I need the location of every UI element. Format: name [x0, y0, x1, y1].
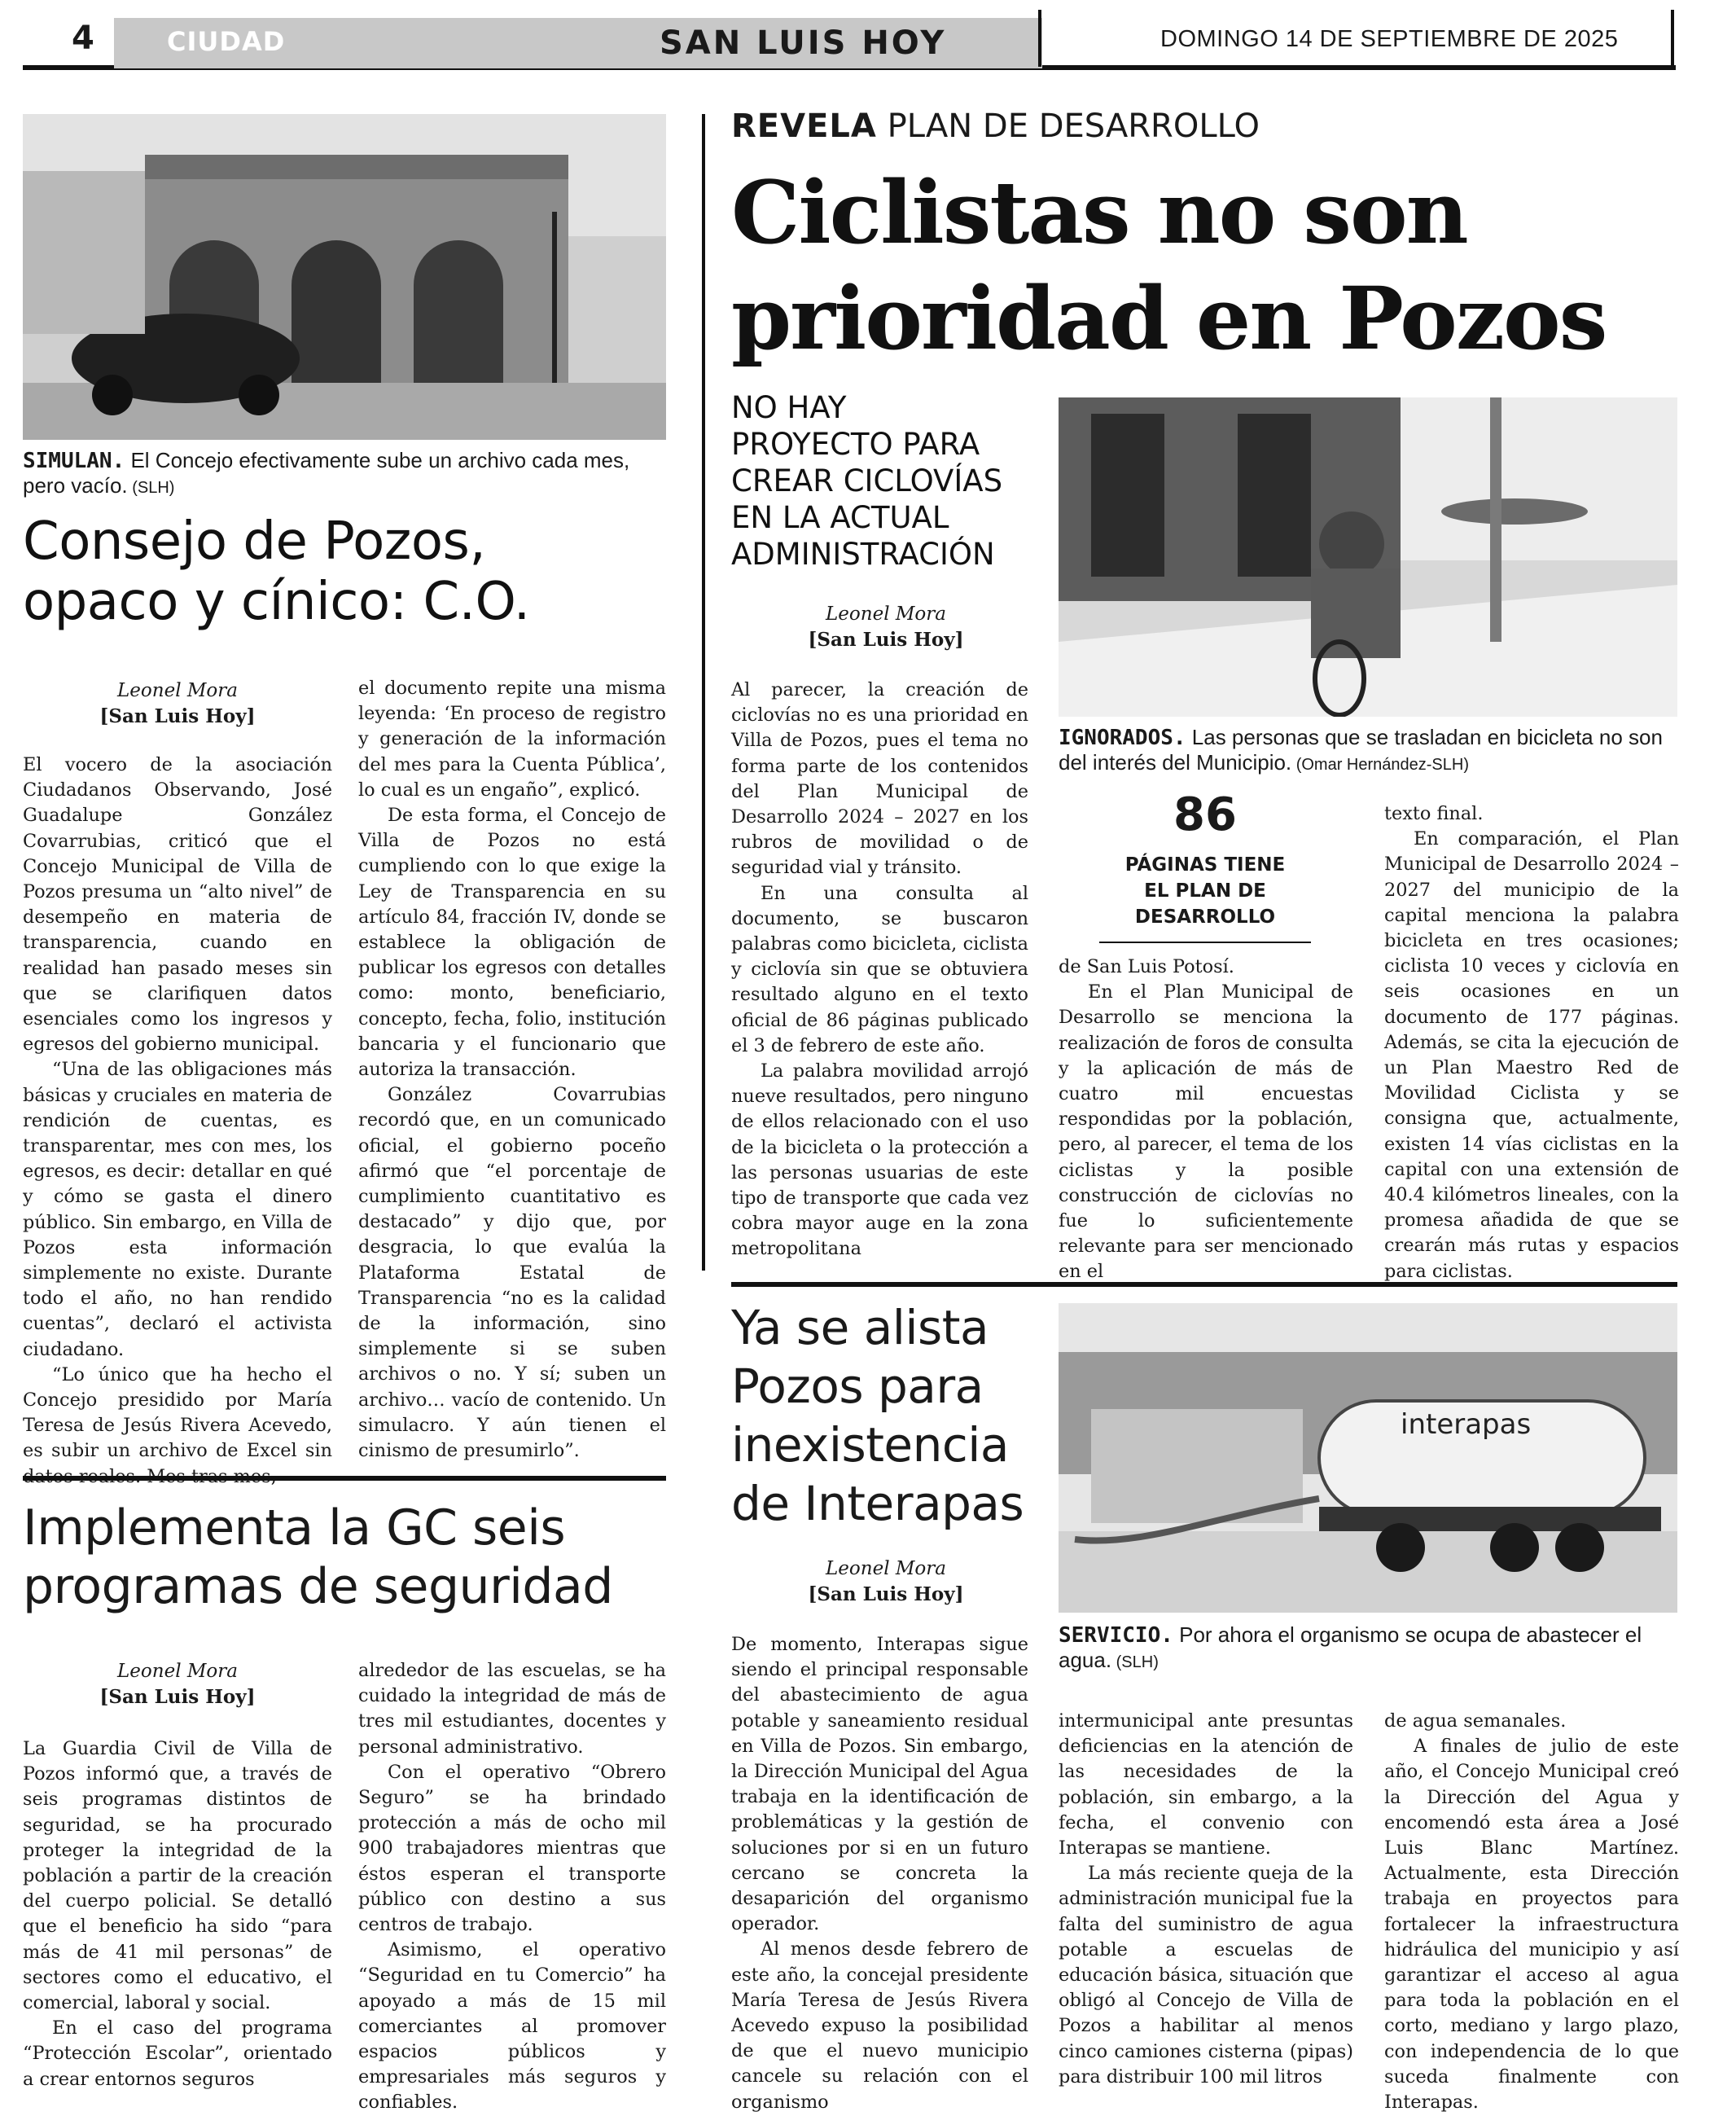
paragraph: A finales de julio de este año, el Concejo Municipal creó la Dirección del Agua y encomendó esta área a José Luis Blanc Martínez. Actualmente, esta Dirección trabaja en proyectos para fortalecer la infraestructura hidráulica del municipio y así garantizar el acceso al agua para toda la población en el corto, mediano y largo plazo, con independencia de lo que suceda finalmente con Interapas.: [1384, 1736, 1679, 2114]
kicker-rest: PLAN DE DESARROLLO: [876, 108, 1260, 145]
deck-line: PROYECTO PARA: [731, 427, 980, 462]
headline-gc: [23, 1499, 674, 1616]
paragraph: texto final.: [1384, 803, 1484, 824]
byline-org: [San Luis Hoy]: [808, 1583, 964, 1605]
photo-caption-interapas: [1059, 1622, 1686, 1675]
article-column-consejo-1: [23, 753, 332, 1490]
photo-cyclist: [1059, 397, 1677, 717]
paragraph: de agua semanales.: [1384, 1710, 1567, 1732]
photo-caption-consejo: [23, 448, 674, 500]
byline-name: Leonel Mora: [117, 1661, 238, 1682]
paragraph: Al parecer, la creación de ciclovías no es una prioridad en Villa de Pozos, pues el tema no forma parte de los contenidos del Plan Municipal de Desarrollo 2024 – 2027 en los rubros de movilidad o de seguridad vial y tránsito.: [731, 679, 1028, 879]
byline-name: Leonel Mora: [826, 604, 946, 625]
caption-credit: (SLH): [1111, 1653, 1159, 1671]
headline-line: Implementa la GC seis: [23, 1499, 566, 1556]
header-divider: [1038, 10, 1041, 67]
paragraph: intermunicipal ante presuntas deficiencias en la atención de las necesidades de la población, sin embargo, a la fecha, el convenio con Interapas se mantiene.: [1059, 1710, 1353, 1859]
byline-ciclistas: [731, 601, 1041, 653]
paragraph: “Una de las obligaciones más básicas y cruciales en materia de rendición de cuentas, es transparentar, mes con mes, los egresos, es decir: detallar en qué y cómo se gasta el dinero público. Sin embargo, en Villa de Pozos esta información simplemente no existe. Durante todo el año, no han rendido cuentas”, declaró el activista ciudadano.: [23, 1059, 332, 1360]
paragraph: La palabra movilidad arrojó nueve resultados, pero ninguno de ellos relacionado con el uso de la bicicleta o la protección a las personas usuarias de este tipo de transporte que cada vez cobra mayor auge en la zona metropolitana: [731, 1060, 1028, 1260]
deck-line: EN LA ACTUAL: [731, 500, 949, 535]
headline-line: Pozos para: [731, 1359, 984, 1414]
photo-arcade-building: [23, 114, 666, 440]
deck-line: NO HAY: [731, 390, 847, 425]
byline-org: [San Luis Hoy]: [808, 629, 964, 651]
caption-text: Las personas que se trasladan en bicicleta no son del interés del Municipio.: [1059, 725, 1663, 775]
kicker-ciclistas: [731, 108, 1260, 145]
fact-number: 86: [1173, 788, 1237, 841]
byline-gc: [23, 1658, 332, 1710]
byline-name: Leonel Mora: [826, 1558, 946, 1579]
article-column-interapas-2: [1059, 1709, 1353, 2090]
paragraph: González Covarrubias recordó que, en un comunicado oficial, el gobierno poceño afirmó que “el porcentaje de cumplimiento cuantitativo es destacado” y dijo que, por desgracia, lo que evalúa la Plataforma Estatal de Transparencia “no es la calidad de la información, sino simplemente si se suben archivos o no. Y sí; suben un archivo… vacío de contenido. Un simulacro. Y aún tienen el cinismo de presumirlo”.: [358, 1084, 666, 1462]
headline-line: Ya se alista: [731, 1300, 989, 1355]
byline-org: [San Luis Hoy]: [99, 1686, 256, 1708]
paragraph: El vocero de la asociación Ciudadanos Observando, José Guadalupe González Covarrubias, criticó que el Concejo Municipal de Villa de Pozos presuma un “alto nivel” de desempeño en materia de transparencia, cuando en realidad han pasado meses sin que se clarifiquen datos esenciales como los ingresos y egresos del gobierno municipal.: [23, 754, 332, 1056]
paragraph: de San Luis Potosí.: [1059, 956, 1234, 977]
byline-interapas: [731, 1556, 1041, 1608]
article-column-ciclistas-2: [1059, 955, 1353, 1285]
paragraph: Asimismo, el operativo “Seguridad en tu Comercio” ha apoyado a más de 15 mil comerciantes al promover espacios públicos y empresariales más seguros y confiables.: [358, 1939, 666, 2114]
deck-line: ADMINISTRACIÓN: [731, 537, 995, 572]
paragraph: el documento repite una misma leyenda: ‘En proceso de registro y generación de la información del mes para la Cuenta Pública’, lo cual es un engaño”, explicó.: [358, 678, 666, 801]
paragraph: En comparación, el Plan Municipal de Desarrollo 2024 – 2027 del municipio de la capital menciona la palabra bicicleta en tres ocasiones; ciclista 10 veces y ciclovía en seis ocasiones en un documento de 177 páginas. Además, se cita la ejecución de un Plan Maestro Red de Movilidad Ciclista y se consigna que, actualmente, existen 14 vías ciclistas en la capital con una extensión de 40.4 kilómetros lineales, con la promesa añadida de que se crearán más rutas y espacios para ciclistas.: [1384, 828, 1679, 1282]
caption-lead: SERVICIO.: [1059, 1623, 1173, 1648]
caption-credit: (SLH): [127, 479, 175, 497]
byline-org: [San Luis Hoy]: [99, 705, 256, 727]
caption-text: El Concejo efectivamente sube un archivo cada mes, pero vacío.: [23, 448, 630, 498]
byline-consejo: [23, 678, 332, 730]
paragraph: En una consulta al documento, se buscaron palabras como bicicleta, ciclista y ciclovía sin que se obtuviera resultado alguno en el texto oficial de 86 páginas publicado el 3 de febrero de este año.: [731, 882, 1028, 1056]
caption-text: Por ahora el organismo se ocupa de abastecer el agua.: [1059, 1622, 1642, 1672]
paragraph: alrededor de las escuelas, se ha cuidado la integridad de más de tres mil estudiantes, docentes y personal administrativo.: [358, 1660, 666, 1758]
paragraph: “Lo único que ha hecho el Concejo presidido por María Teresa de Jesús Rivera Acevedo, es subir un archivo de Excel sin: [23, 1363, 332, 1462]
paragraph: La más reciente queja de la administración municipal fue la falta del suministro de agua potable a escuelas de educación básica, situación que obligó al Concejo de Villa de Pozos a habilitar al menos cinco camiones cisterna (pipas) para distribuir 100 mil litros: [1059, 1863, 1353, 2087]
article-column-gc-1: [23, 1736, 332, 2092]
fact-line: DESARROLLO: [1134, 907, 1276, 928]
headline-interapas: [731, 1298, 1057, 1533]
column-divider: [702, 114, 705, 1271]
article-column-gc-2: [358, 1658, 666, 2116]
headline-line: de Interapas: [731, 1476, 1024, 1531]
deck-line: CREAR CICLOVÍAS: [731, 463, 1003, 498]
photo-caption-ciclistas: [1059, 725, 1686, 777]
headline-ciclistas: [731, 160, 1684, 371]
headline-line: opaco y cínico: C.O.: [23, 572, 530, 632]
section-rule: [23, 1476, 666, 1481]
paragraph: En el Plan Municipal de Desarrollo se menciona la realización de foros de consulta y la aplicación de más de cuatro mil encuestas respondidas por la población, pero, al parecer, el tema de los ciclistas y la posible construcción de ciclovías no fue lo suficientemente relevante para ser mencionado en el: [1059, 981, 1353, 1283]
fact-text: [1059, 852, 1352, 930]
photo-water-truck: [1059, 1303, 1677, 1613]
section-label: CIUDAD: [167, 26, 286, 57]
paragraph: De momento, Interapas sigue siendo el principal responsable del abastecimiento de agua potable y saneamiento residual en Villa de Pozos. Sin embargo, la Dirección Municipal del Agua trabaja en la identificación de problemáticas y la gestión de soluciones por si en un futuro cercano se concreta la desaparición del organismo operador.: [731, 1634, 1028, 1935]
newspaper-name: SAN LUIS HOY: [660, 24, 947, 62]
truck-logo-text: interapas: [1401, 1408, 1532, 1441]
paragraph: Al menos desde febrero de este año, la concejal presidente María Teresa de Jesús Rivera Acevedo expuso la posibilidad de que el nuevo municipio cancele su relación con el organismo: [731, 1938, 1028, 2113]
page-number: 4: [72, 20, 94, 57]
paragraph: Con el operativo “Obrero Seguro” se ha brindado protección a más de ocho mil 900 trabajadores mientras que éstos esperan el transporte público con destino a sus centros de trabajo.: [358, 1761, 666, 1936]
paragraph: De esta forma, el Concejo de Villa de Pozos no está cumpliendo con lo que exige la Ley de Transparencia en su artículo 84, fracción IV, donde se establece la obligación de publicar los egresos con detalles como: monto, beneficiario, concepto, fecha, folio, institución bancaria y el funcionario que autoriza la transacción.: [358, 805, 666, 1081]
issue-date: DOMINGO 14 DE SEPTIEMBRE DE 2025: [1160, 26, 1619, 52]
article-column-ciclistas-1: [731, 678, 1028, 1262]
caption-lead: IGNORADOS.: [1059, 726, 1186, 750]
headline-line: programas de seguridad: [23, 1558, 613, 1615]
kicker-bold: REVELA: [731, 108, 877, 145]
headline-line: inexistencia: [731, 1417, 1009, 1473]
caption-lead: SIMULAN.: [23, 449, 125, 473]
headline-line: Ciclistas no son: [731, 161, 1467, 263]
headline-consejo: [23, 511, 674, 632]
article-column-consejo-2: [358, 676, 666, 1464]
article-column-ciclistas-3: [1384, 801, 1679, 1284]
fact-line: PÁGINAS TIENE: [1124, 854, 1286, 876]
deck-ciclistas: [731, 389, 1041, 573]
header-end-rule: [1671, 10, 1674, 67]
fact-line: EL PLAN DE: [1144, 880, 1266, 902]
caption-credit: (Omar Hernández-SLH): [1291, 756, 1469, 774]
paragraph: La Guardia Civil de Villa de Pozos informó que, a través de seis programas distintos de seguridad, se ha procurado proteger la integridad de la población a partir de la creación del cuerpo policial. Se detalló que el beneficio ha sido “para más de 41 mil personas” de sectores como el educativo, el comercial, laboral y social.: [23, 1738, 332, 2014]
section-rule: [731, 1282, 1677, 1287]
article-column-interapas-1: [731, 1632, 1028, 2115]
byline-name: Leonel Mora: [117, 680, 238, 701]
headline-line: prioridad en Pozos: [731, 267, 1607, 369]
headline-line: Consejo de Pozos,: [23, 511, 486, 572]
fact-rule: [1099, 942, 1311, 943]
paragraph: En el caso del programa “Protección Escolar”, orientado a crear entornos seguros: [23, 2017, 332, 2090]
article-column-interapas-3: [1384, 1709, 1679, 2115]
